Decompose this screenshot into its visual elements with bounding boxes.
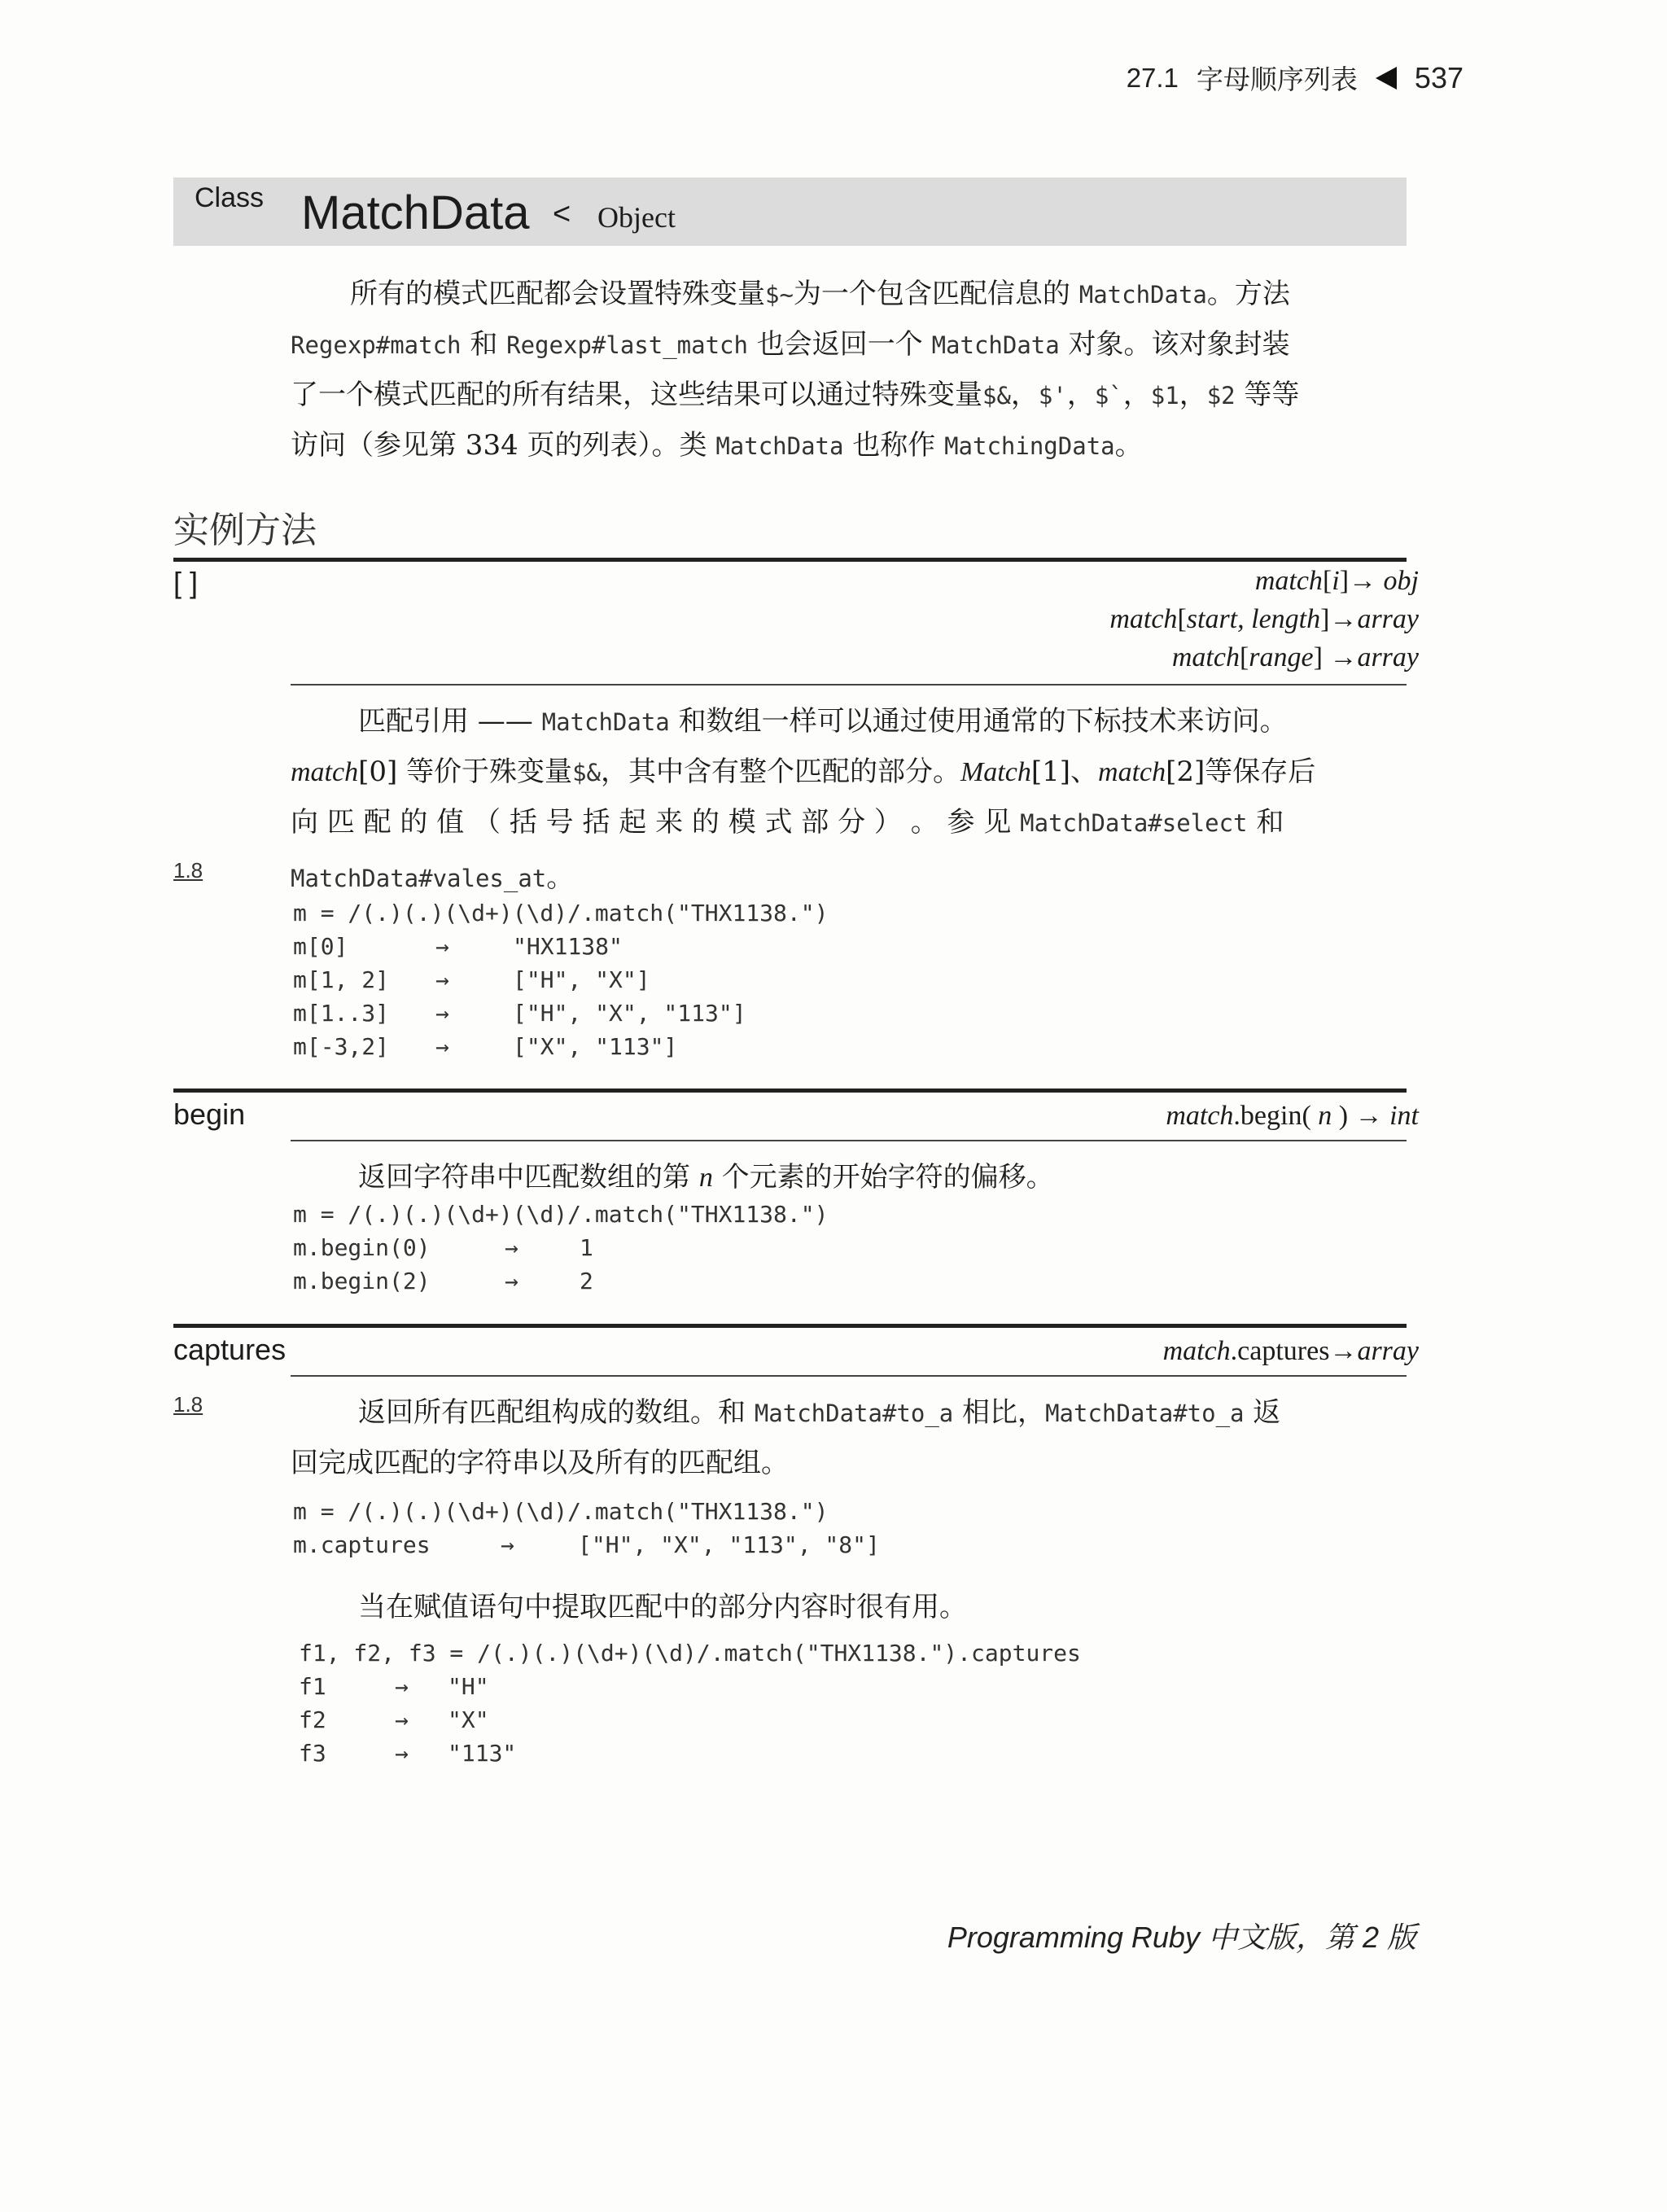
code-result: ["H", "X", "113", "8"]	[578, 1531, 880, 1558]
code-line: f3	[299, 1740, 326, 1767]
code-result: ["H", "X", "113"]	[513, 1000, 746, 1027]
class-name: MatchData	[301, 186, 530, 239]
arrow-icon: →	[435, 1000, 449, 1027]
code-result: 2	[580, 1268, 593, 1294]
intro-line-1: 所有的模式匹配都会设置特殊变量$~为一个包含匹配信息的 MatchData。方法	[350, 278, 1290, 310]
section-heading: 实例方法	[173, 510, 317, 551]
code-line: m[1..3]	[293, 1000, 390, 1027]
code-result: ["X", "113"]	[513, 1033, 678, 1060]
code-line: m = /(.)(.)(\d+)(\d)/.match("THX1138.")	[293, 1498, 829, 1525]
method-name-begin: begin	[173, 1097, 246, 1131]
description-line: MatchData#vales_at。	[291, 861, 575, 894]
page-number: 537	[1414, 60, 1464, 94]
description-line: 回完成匹配的字符串以及所有的匹配组。	[291, 1447, 789, 1479]
arrow-icon: →	[505, 1234, 518, 1261]
class-banner	[173, 177, 1407, 246]
running-header	[1127, 59, 1464, 97]
signature-line: match.captures→array	[1162, 1336, 1419, 1366]
code-line: m[-3,2]	[293, 1033, 390, 1060]
code-line: m[0]	[293, 933, 348, 960]
code-result: 1	[580, 1234, 593, 1261]
signature-line: match.begin( n ) → int	[1166, 1101, 1419, 1131]
class-label: Class	[195, 182, 265, 213]
description-line: 匹配引用 —— MatchData 和数组一样可以通过使用通常的下标技术来访问。	[358, 705, 1288, 738]
code-line: f2	[299, 1706, 326, 1733]
header-section-number: 27.1	[1126, 62, 1179, 93]
signature-underline	[291, 684, 1407, 686]
inherits-symbol: <	[553, 197, 571, 231]
signature-underline	[291, 1375, 1407, 1377]
signature-underline	[291, 1140, 1407, 1141]
method-divider	[173, 1088, 1407, 1093]
header-section-title: 字母顺序列表	[1196, 64, 1358, 94]
code-line: m.captures	[293, 1531, 431, 1558]
method-name-index: [ ]	[173, 566, 199, 599]
triangle-left-icon	[1376, 67, 1397, 90]
signature-line: match[i]→ obj	[1254, 566, 1419, 596]
signature-line: match[range] →array	[1171, 642, 1419, 672]
arrow-icon: →	[435, 1033, 449, 1060]
code-result: "H"	[448, 1673, 489, 1700]
arrow-icon: →	[395, 1740, 409, 1767]
arrow-icon: →	[435, 966, 449, 993]
intro-line-4: 访问（参见第 334 页的列表）。类 MatchData 也称作 MatchingData。	[291, 429, 1143, 462]
code-line: m[1, 2]	[293, 966, 390, 993]
arrow-icon: →	[435, 933, 449, 960]
description-line: 返回字符串中匹配数组的第 n 个元素的开始字符的偏移。	[358, 1161, 1054, 1194]
parent-class: Object	[597, 201, 676, 234]
intro-line-3: 了一个模式匹配的所有结果，这些结果可以通过特殊变量$&，$'，$`，$1，$2 等等	[291, 379, 1300, 411]
method-name-captures: captures	[173, 1333, 287, 1366]
code-result: "X"	[448, 1706, 489, 1733]
version-note: 1.8	[173, 858, 203, 883]
description-line: 返回所有匹配组构成的数组。和 MatchData#to_a 相比，MatchData#to_a 返	[358, 1396, 1281, 1429]
code-result: "113"	[448, 1740, 517, 1767]
code-line: m.begin(2)	[293, 1268, 431, 1294]
description-line: 向 匹 配 的 值 （ 括 号 括 起 来 的 模 式 部 分 ） 。 参 见 MatchData#select 和	[291, 806, 1284, 839]
code-result: "HX1138"	[513, 933, 623, 960]
method-divider	[173, 558, 1407, 562]
code-result: ["H", "X"]	[513, 966, 650, 993]
page-footer: Programming Ruby 中文版，第 2 版	[947, 1921, 1416, 1954]
arrow-icon: →	[501, 1531, 514, 1558]
code-line: m = /(.)(.)(\d+)(\d)/.match("THX1138.")	[293, 900, 829, 926]
code-line: m.begin(0)	[293, 1234, 431, 1261]
version-note: 1.8	[173, 1392, 203, 1417]
description-line: 当在赋值语句中提取匹配中的部分内容时很有用。	[358, 1591, 967, 1623]
arrow-icon: →	[395, 1706, 409, 1733]
arrow-icon: →	[505, 1268, 518, 1294]
code-line: m = /(.)(.)(\d+)(\d)/.match("THX1138.")	[293, 1201, 829, 1228]
method-divider	[173, 1324, 1407, 1328]
arrow-icon: →	[395, 1673, 409, 1700]
signature-line: match[start, length]→array	[1109, 604, 1419, 634]
intro-line-2: Regexp#match 和 Regexp#last_match 也会返回一个 MatchData 对象。该对象封装	[291, 328, 1290, 361]
description-line: match[0] 等价于殊变量$&，其中含有整个匹配的部分。Match[1]、match[2]等保存后	[291, 756, 1316, 788]
code-line: f1, f2, f3 = /(.)(.)(\d+)(\d)/.match("THX1138.").captures	[299, 1640, 1081, 1667]
code-line: f1	[299, 1673, 326, 1700]
